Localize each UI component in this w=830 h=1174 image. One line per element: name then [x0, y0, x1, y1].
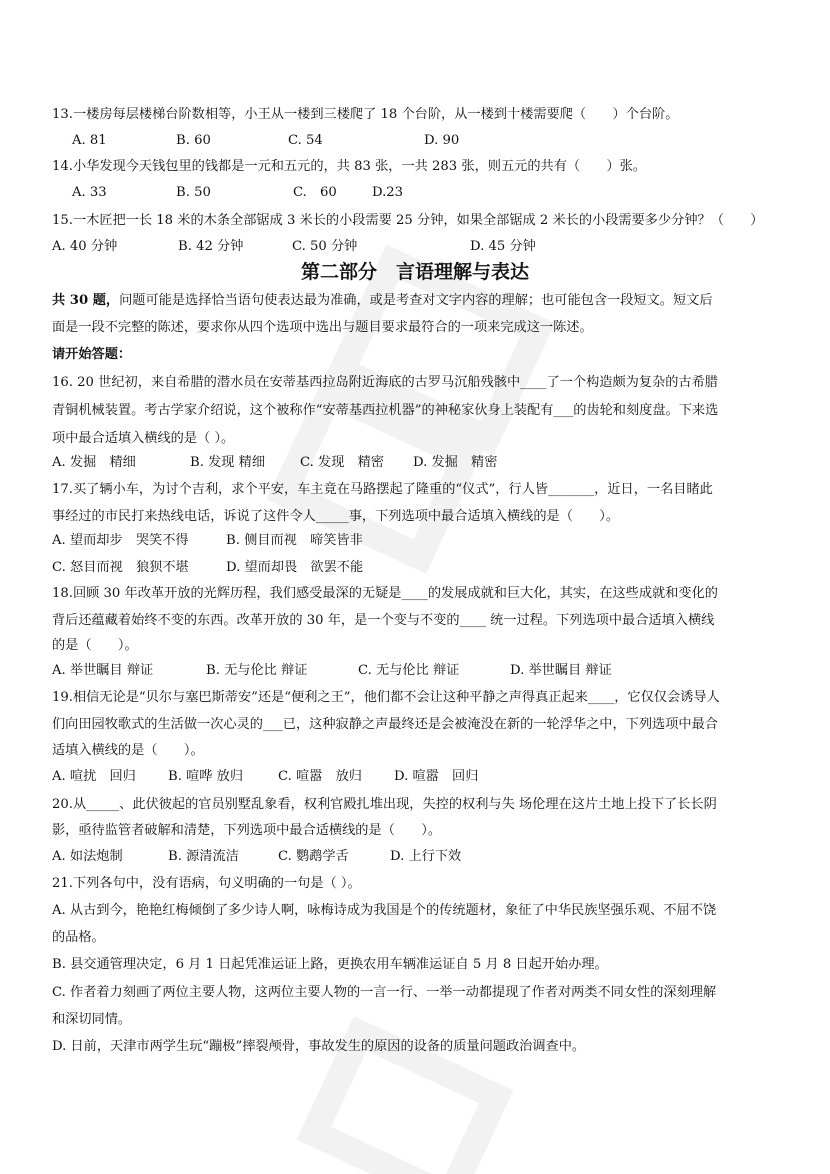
q19-option-c: C. 喧嚣 放归 — [278, 769, 362, 784]
q19-line-2: 们向田园牧歌式的生活做一次心灵的___已，这种寂静之声最终还是会被淹没在新的一轮浮华之中，下列选项中最合 — [52, 717, 718, 732]
q16-option-b: B. 发现 精细 — [190, 455, 266, 470]
q13-option-b: B. 60 — [176, 133, 211, 148]
q13-option-a: A. 81 — [72, 133, 107, 148]
q21-option-c-line-1: C. 作者着力刻画了两位主要人物，这两位主要人物的一言一行、一举一动都提现了作者对两类不同女性的深刻理解 — [52, 985, 717, 1000]
q15-option-c: C. 50 分钟 — [292, 239, 358, 254]
q17-option-d: D. 望而却畏 欲罢不能 — [226, 560, 364, 575]
q18-line-1: 18.回顾 30 年改革开放的光辉历程，我们感受最深的无疑是____的发展成就和巨大化，其实，在这些成就和变化的 — [52, 586, 718, 601]
q20-option-b: B. 源清流洁 — [168, 849, 239, 864]
q16-option-a: A. 发掘 精细 — [52, 455, 136, 470]
q14-option-a: A. 33 — [72, 185, 107, 200]
q13-option-c: C. 54 — [288, 133, 323, 148]
q21-stem: 21.下列各句中，没有语病，句义明确的一句是（ ）。 — [52, 876, 361, 891]
q18-line-2: 背后还蕴藏着始终不变的东西。改革开放的 30 年，是一个变与不变的____ 统一过程。下列选项中最合适填入横线 — [52, 613, 715, 628]
q17-option-b: B. 侧目而视 啼笑皆非 — [226, 533, 363, 548]
q14-option-b: B. 50 — [176, 185, 211, 200]
q17-option-a: A. 望而却步 哭笑不得 — [52, 533, 189, 548]
q20-option-d: D. 上行下效 — [390, 849, 462, 864]
q21-option-b: B. 县交通管理决定，6 月 1 日起凭准运证上路，更换农用车辆准运证自 5 月 8 日起开始办理。 — [52, 957, 608, 972]
q21-option-a-line-1: A. 从古到今，艳艳红梅倾倒了多少诗人啊，咏梅诗成为我国是个的传统题材，象征了中华民族坚强乐观、不屈不饶 — [52, 903, 717, 918]
q16-line-1: 16. 20 世纪初，来自希腊的潜水员在安蒂基西拉岛附近海底的古罗马沉船残骸中____了一个构造颇为复杂的古希腊 — [52, 375, 718, 390]
q18-option-a: A. 举世瞩目 辩证 — [52, 663, 154, 678]
q18-option-b: B. 无与伦比 辩证 — [206, 663, 308, 678]
q16-option-c: C. 发现 精密 — [300, 455, 384, 470]
q18-option-d: D. 举世瞩目 辩证 — [510, 663, 612, 678]
q21-option-c-line-2: 和深切同情。 — [52, 1012, 132, 1027]
section-intro-line2: 面是一段不完整的陈述，要求你从四个选项中选出与题目要求最符合的一项来完成这一陈述。 — [52, 320, 593, 335]
q18-option-c: C. 无与伦比 辩证 — [358, 663, 460, 678]
section-title: 第二部分 言语理解与表达 — [300, 261, 529, 283]
section-start-label: 请开始答题： — [52, 347, 132, 362]
q19-option-b: B. 喧哗 放归 — [168, 769, 244, 784]
q15-option-d: D. 45 分钟 — [470, 239, 536, 254]
q19-line-1: 19.相信无论是“贝尔与塞巴斯蒂安”还是“便利之王”，他们都不会让这种平静之声得真正起来____，它仅仅会诱导人 — [52, 690, 720, 705]
q20-line-1: 20.从_____、此伏彼起的官员别墅乱象看，权利官殿扎堆出现，失控的权利与失 场伦理在这片土地上投下了长长阴 — [52, 797, 717, 812]
q19-option-d: D. 喧嚣 回归 — [394, 769, 479, 784]
q15-option-a: A. 40 分钟 — [52, 239, 118, 254]
q18-line-3: 的是（ ）。 — [52, 638, 138, 653]
q17-line-2: 事经过的市民打来热线电话，诉说了这件令人_____事，下列选项中最合适填入横线的是（ ）。 — [52, 509, 620, 524]
section-intro-bold: 共 30 题， — [52, 293, 120, 308]
q17-line-1: 17.买了辆小车，为讨个吉利，求个平安，车主竟在马路摆起了隆重的“仪式”，行人皆_______，近日，一名目睹此 — [52, 482, 713, 497]
q15-stem: 15.一木匠把一长 18 米的木条全部锯成 3 米长的小段需要 25 分钟，如果全部锯成 2 米长的小段需要多少分钟？（ ） — [52, 213, 764, 228]
q14-stem: 14.小华发现今天钱包里的钱都是一元和五元的，共 83 张，一共 283 张，则五元的共有（ ）张。 — [52, 159, 647, 174]
q16-line-3: 项中最合适填入横线的是（ ）。 — [52, 431, 235, 446]
q14-option-d: D.23 — [372, 185, 404, 200]
q20-option-c: C. 鹦鹉学舌 — [278, 849, 349, 864]
q15-option-b: B. 42 分钟 — [178, 239, 244, 254]
q13-option-d: D. 90 — [424, 133, 460, 148]
q20-option-a: A. 如法炮制 — [52, 849, 123, 864]
q17-option-c: C. 怒目而视 狼狈不堪 — [52, 560, 189, 575]
section-intro-line1 — [52, 291, 713, 311]
q21-option-a-line-2: 的品格。 — [52, 930, 105, 945]
q13-stem: 13.一楼房每层楼梯台阶数相等，小王从一楼到三楼爬了 18 个台阶，从一楼到十楼需要爬（ ）个台阶。 — [52, 107, 679, 122]
section-intro-text: 问题可能是选择恰当语句使表达最为准确，或是考查对文字内容的理解；也可能包含一段短文。短文后 — [119, 293, 713, 308]
q21-option-d: D. 日前，天津市两学生玩“蹦极”摔裂颅骨，事故发生的原因的设备的质量问题政治调查中。 — [52, 1039, 586, 1054]
q19-line-3: 适填入横线的是（ ）。 — [52, 743, 204, 758]
q14-option-c: C. 60 — [293, 185, 337, 200]
q19-option-a: A. 喧扰 回归 — [52, 769, 136, 784]
q16-option-d: D. 发掘 精密 — [413, 455, 498, 470]
q20-line-2: 影，亟待监管者破解和清楚，下列选项中最合适横线的是（ ）。 — [52, 823, 442, 838]
q16-line-2: 青铜机械装置。考古学家介绍说，这个被称作“安蒂基西拉机器”的神秘家伙身上装配有___的齿轮和刻度盘。下来选 — [52, 403, 719, 418]
